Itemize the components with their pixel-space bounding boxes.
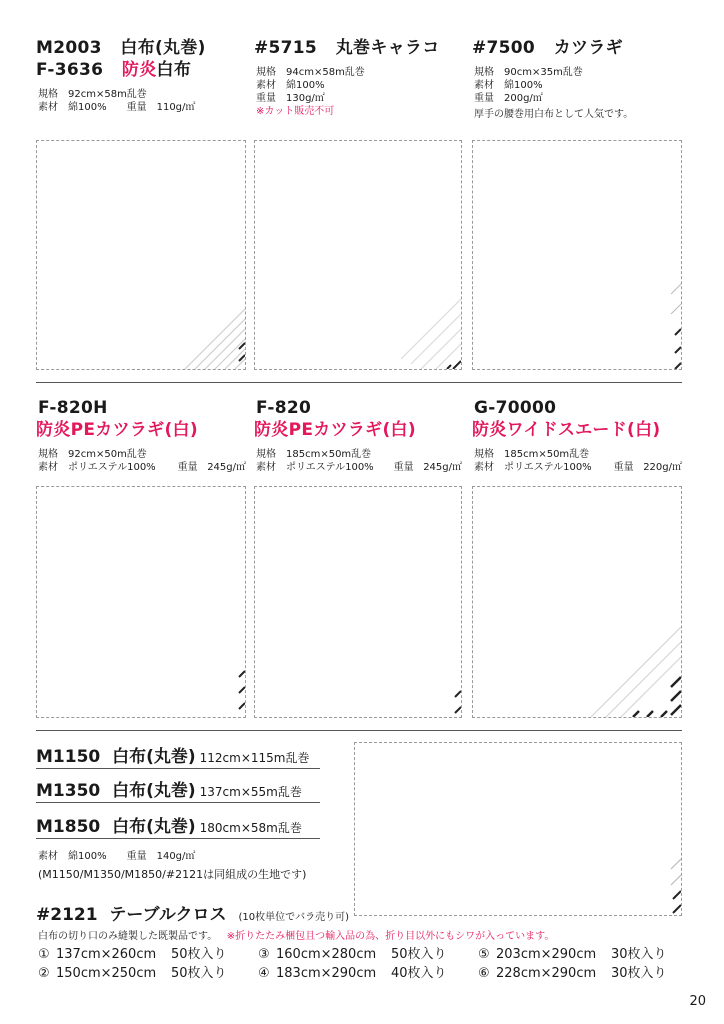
tablecloth-warning: ※折りたたみ梱包且つ輸入品の為、折り目以外にもシワが入っています。: [226, 931, 555, 942]
roll-composition-note: (M1150/M1350/M1850/#2121は同組成の生地です): [38, 868, 307, 881]
product-f820-code: F-820: [256, 398, 312, 418]
product-g70000-code: G-70000: [474, 398, 557, 418]
tablecloth-option-6: ⑥ 228cm×290cm 30枚入り: [478, 966, 667, 981]
product-m2003-title: M2003 白布(丸巻): [36, 38, 206, 58]
page-number: 20: [689, 994, 706, 1009]
product-f820-name: 防炎PEカツラギ(白): [254, 420, 416, 440]
product-5715-specs: 規格 94cm×58m乱巻 素材 綿100% 重量 130g/㎡ ※カット販売不可: [256, 67, 365, 117]
no-cut-sale-note: ※カット販売不可: [256, 106, 335, 117]
fabric-swatch-roll: [354, 742, 682, 916]
roll-spec: 素材 綿100% 重量 140g/㎡: [38, 851, 196, 862]
product-5715-title: #5715 丸巻キャラコ: [254, 38, 440, 58]
product-m2003-specs: 規格 92cm×58m乱巻 素材 綿100% 重量 110g/㎡: [38, 89, 196, 113]
product-f3636-title: F-3636 防炎白布: [36, 60, 192, 80]
product-7500-title: #7500 カツラギ: [472, 38, 623, 58]
tablecloth-title: #2121 テーブルクロス (10枚単位でバラ売り可): [36, 905, 349, 925]
product-f820h-specs: 規格 92cm×50m乱巻 素材 ポリエステル100% 重量 245g/㎡: [38, 449, 246, 473]
tablecloth-option-2: ② 150cm×250cm 50枚入り: [38, 966, 227, 981]
tablecloth-option-4: ④ 183cm×290cm 40枚入り: [258, 966, 447, 981]
roll-product-m1850: M1850 白布(丸巻) 180cm×58m乱巻: [36, 817, 302, 837]
product-g70000-name: 防炎ワイドスエード(白): [472, 420, 661, 440]
product-g70000-specs: 規格 185cm×50m乱巻 素材 ポリエステル100% 重量 220g/㎡: [474, 449, 682, 473]
fabric-swatch-7500: [472, 140, 682, 370]
tablecloth-desc: 白布の切り口のみ縫製した既製品です。 ※折りたたみ梱包且つ輸入品の為、折り目以外にもシワが入っています。: [38, 931, 555, 942]
roll-divider-2: [36, 802, 320, 803]
fabric-swatch-5715: [254, 140, 462, 370]
product-f820h-code: F-820H: [38, 398, 108, 418]
roll-product-m1150: M1150 白布(丸巻) 112cm×115m乱巻: [36, 747, 310, 767]
popular-note: 厚手の腰巻用白布として人気です。: [474, 109, 634, 120]
fabric-swatch-m2003: [36, 140, 246, 370]
fabric-swatch-g70000: [472, 486, 682, 718]
tablecloth-option-1: ① 137cm×260cm 50枚入り: [38, 947, 227, 962]
roll-product-m1350: M1350 白布(丸巻) 137cm×55m乱巻: [36, 781, 302, 801]
tablecloth-option-3: ③ 160cm×280cm 50枚入り: [258, 947, 447, 962]
section-divider-1: [36, 382, 682, 383]
product-f820h-name: 防炎PEカツラギ(白): [36, 420, 198, 440]
roll-divider-3: [36, 838, 320, 839]
product-7500-specs: 規格 90cm×35m乱巻 素材 綿100% 重量 200g/㎡ 厚手の腰巻用白布として人気です。: [474, 67, 634, 120]
roll-divider-1: [36, 768, 320, 769]
fabric-swatch-f820: [254, 486, 462, 718]
fabric-swatch-f820h: [36, 486, 246, 718]
tablecloth-option-5: ⑤ 203cm×290cm 30枚入り: [478, 947, 667, 962]
product-f820-specs: 規格 185cm×50m乱巻 素材 ポリエステル100% 重量 245g/㎡: [256, 449, 462, 473]
section-divider-2: [36, 730, 682, 731]
